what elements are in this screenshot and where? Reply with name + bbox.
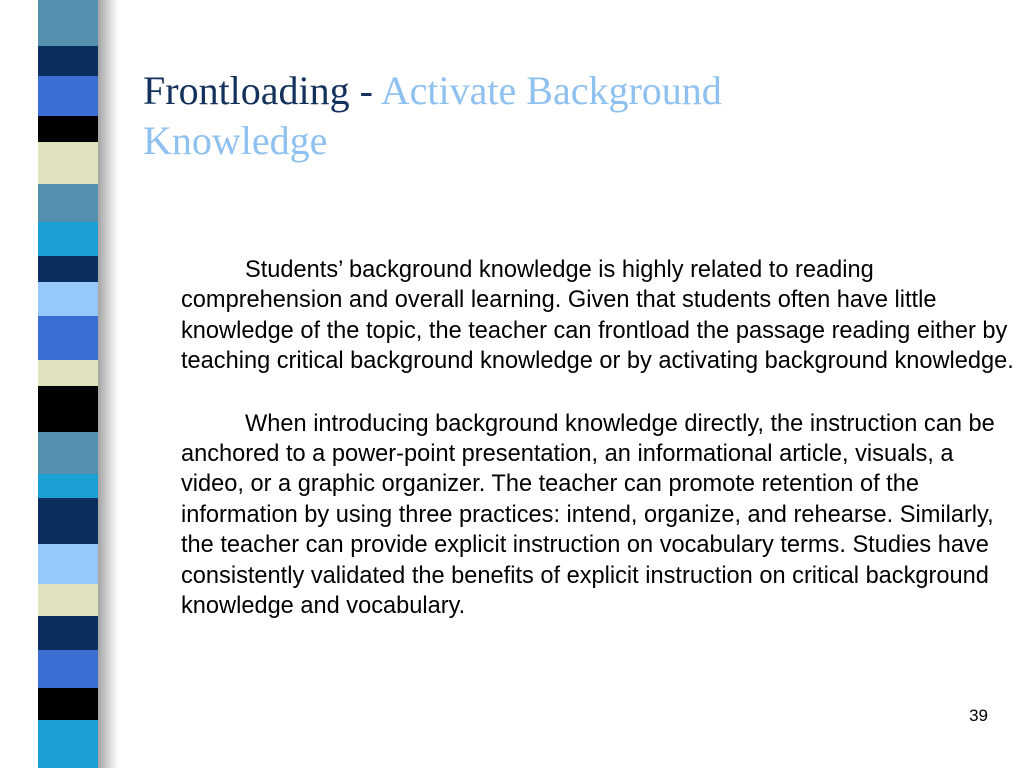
stripe-block xyxy=(38,688,98,720)
stripe-block xyxy=(38,0,98,20)
page-number: 39 xyxy=(969,706,988,725)
stripe-block xyxy=(38,650,98,688)
stripe-block xyxy=(38,46,98,76)
stripe-block xyxy=(38,256,98,282)
stripe-block xyxy=(38,76,98,116)
stripe-block xyxy=(38,20,98,46)
stripe-block xyxy=(38,584,98,616)
paragraph-background-knowledge: Students’ background knowledge is highly related to reading comprehension and overall learning. Given that students often have little knowledge of the topic, the teacher can frontload the passage reading either by teaching critical background knowledge or by activating background knowledge. xyxy=(181,257,1014,375)
slide-title xyxy=(143,66,903,166)
decorative-stripe xyxy=(38,0,98,768)
paragraph-introducing-knowledge: When introducing background knowledge directly, the instruction can be anchored to a power-point presentation, an informational article, visuals, a video, or a graphic organizer. The teacher can promote retention of the information by using three practices: intend, organize, and rehearse. Similarly, the teacher can provide explicit instruction on vocabulary terms. Studies have consistently validated the benefits of explicit instruction on critical background knowledge and vocabulary. xyxy=(181,410,995,620)
stripe-block xyxy=(38,116,98,142)
stripe-block xyxy=(38,282,98,316)
title-accent: Activate Background Knowledge xyxy=(143,68,722,163)
decorative-stripe-shadow xyxy=(96,0,118,768)
stripe-block xyxy=(38,544,98,584)
stripe-block xyxy=(38,386,98,432)
stripe-block xyxy=(38,432,98,474)
stripe-block xyxy=(38,142,98,184)
slide-body xyxy=(181,255,1017,653)
stripe-block xyxy=(38,360,98,386)
stripe-block xyxy=(38,222,98,256)
stripe-block xyxy=(38,720,98,768)
stripe-block xyxy=(38,316,98,360)
title-main: Frontloading - xyxy=(143,68,373,113)
stripe-block xyxy=(38,616,98,650)
stripe-block xyxy=(38,498,98,544)
stripe-block xyxy=(38,184,98,222)
stripe-block xyxy=(38,474,98,498)
